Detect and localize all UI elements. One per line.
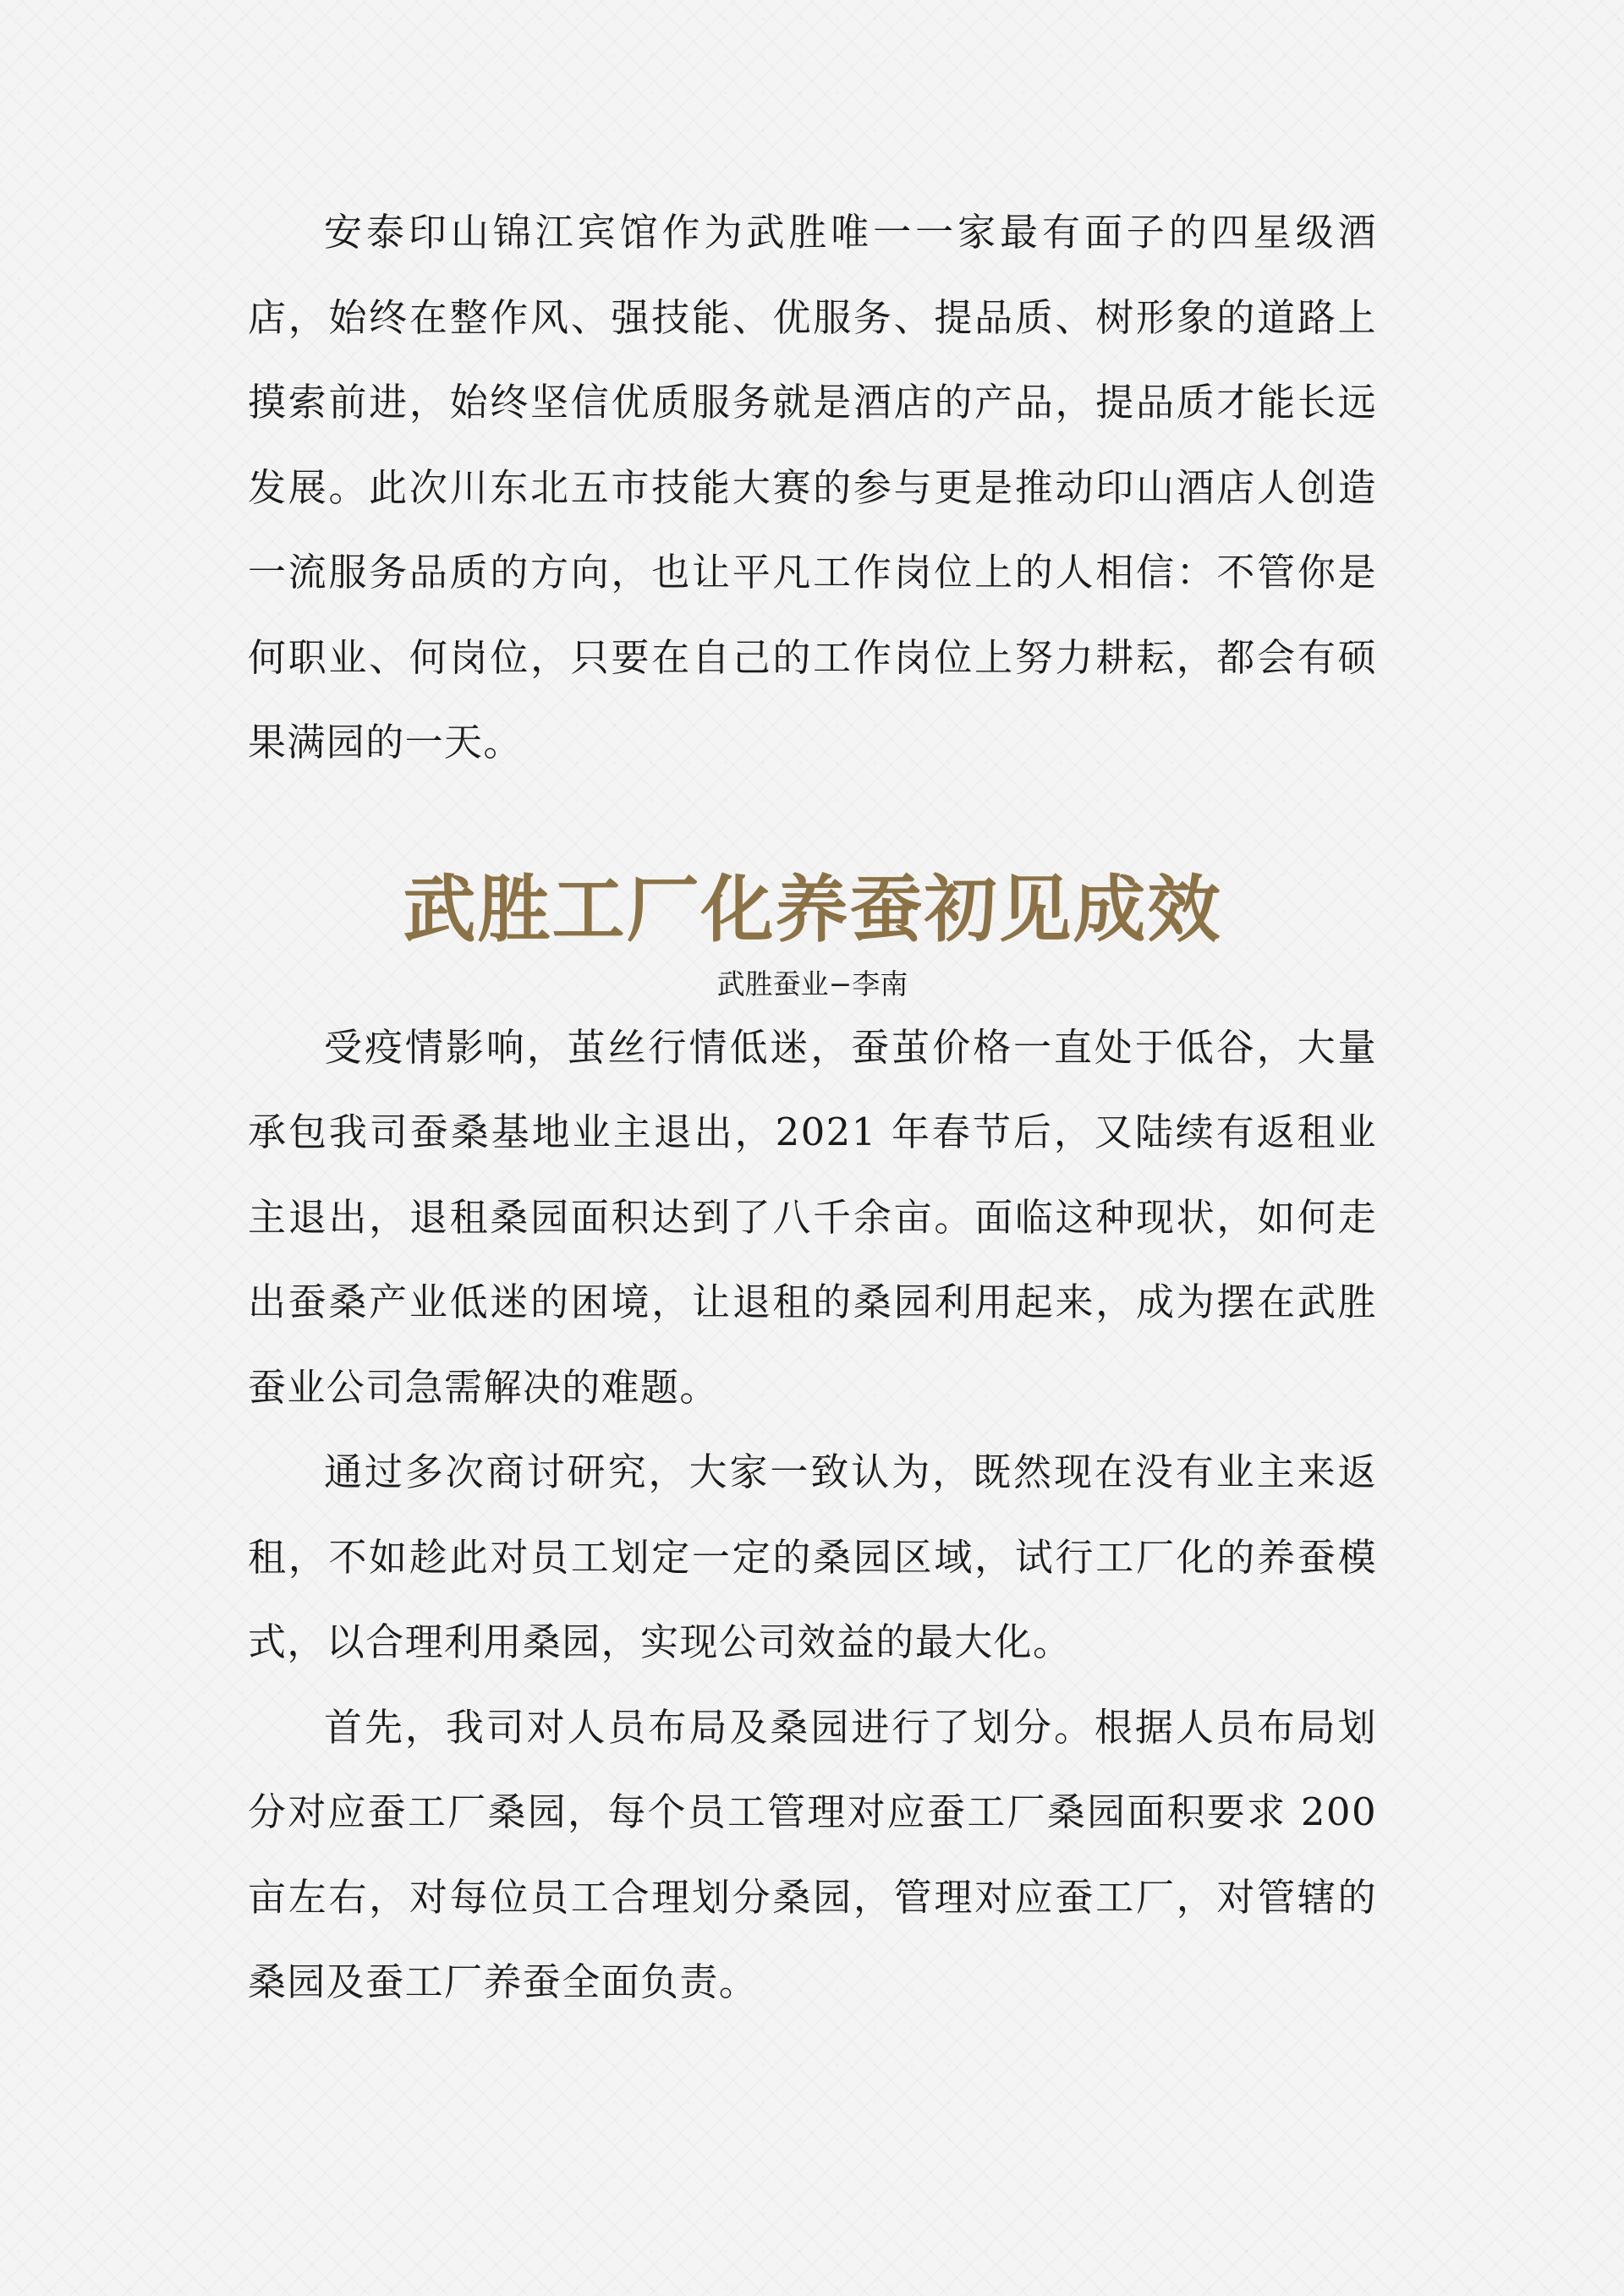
article-body <box>248 1006 1377 2025</box>
article-title: 武胜工厂化养蚕初见成效 <box>403 867 1222 952</box>
article-paragraph: 通过多次商讨研究，大家一致认为，既然现在没有业主来返租，不如趁此对员工划定一定的桑园区域，试行工厂化的养蚕模式，以合理利用桑园，实现公司效益的最大化。 <box>248 1449 1377 1664</box>
intro-paragraph: 安泰印山锦江宾馆作为武胜唯一一家最有面子的四星级酒店，始终在整作风、强技能、优服务、提品质、树形象的道路上摸索前进，始终坚信优质服务就是酒店的产品，提品质才能长远发展。此次川东北五市技能大赛的参与更是推动印山酒店人创造一流服务品质的方向，也让平凡工作岗位上的人相信：不管你是何职业、何岗位，只要在自己的工作岗位上努力耕耘，都会有硕果满园的一天。 <box>248 210 1377 764</box>
article-author: 武胜蚕业−李南 <box>716 967 908 1000</box>
article-paragraph: 受疫情影响，茧丝行情低迷，蚕茧价格一直处于低谷，大量承包我司蚕桑基地业主退出，2021 年春节后，又陆续有返租业主退出，退租桑园面积达到了八千余亩。面临这种现状，如何走出蚕桑产业低迷的困境，让退租的桑园利用起来，成为摆在武胜蚕业公司急需解决的难题。 <box>248 1024 1377 1410</box>
document-page <box>248 190 1377 2025</box>
article-paragraph: 首先，我司对人员布局及桑园进行了划分。根据人员布局划分对应蚕工厂桑园，每个员工管理对应蚕工厂桑园面积要求 200 亩左右，对每位员工合理划分桑园，管理对应蚕工厂，对管辖的桑园及蚕工厂养蚕全面负责。 <box>248 1704 1377 2004</box>
